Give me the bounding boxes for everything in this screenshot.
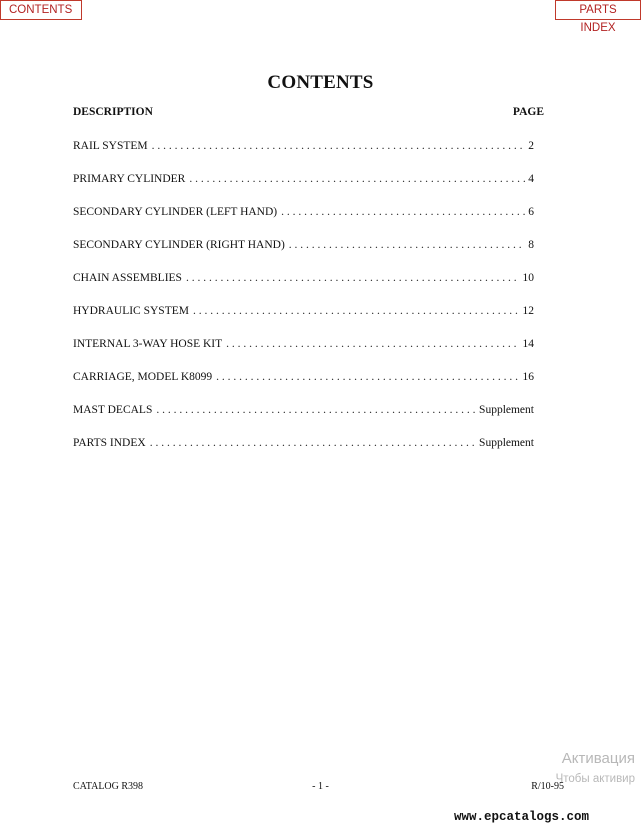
toc-entry-label: PARTS INDEX: [73, 437, 146, 449]
leader-dots: [193, 305, 520, 317]
toc-entry-label: HYDRAULIC SYSTEM: [73, 305, 189, 317]
toc-entry-secondary-cylinder-right[interactable]: [73, 239, 534, 272]
page-title: CONTENTS: [267, 72, 374, 93]
toc-entry-label: PRIMARY CYLINDER: [73, 173, 186, 185]
toc-entry-parts-index[interactable]: [73, 437, 534, 470]
activation-watermark-text: Чтобы активир: [555, 773, 635, 785]
toc-entry-label: SECONDARY CYLINDER (RIGHT HAND): [73, 239, 285, 251]
toc-entry-label: MAST DECALS: [73, 404, 153, 416]
toc-entry-primary-cylinder[interactable]: [73, 173, 534, 206]
footer-revision: R/10-95: [531, 781, 564, 792]
toc-entry-page: 2: [528, 140, 534, 152]
toc-entry-label: INTERNAL 3-WAY HOSE KIT: [73, 338, 223, 350]
activation-watermark-title: Активация: [561, 750, 635, 767]
leader-dots: [156, 404, 476, 416]
toc-entry-secondary-cylinder-left[interactable]: [73, 206, 534, 239]
toc-entry-hydraulic-system[interactable]: [73, 305, 534, 338]
footer-page-number: - 1 -: [312, 781, 329, 792]
toc-entry-label: RAIL SYSTEM: [73, 140, 148, 152]
leader-dots: [152, 140, 526, 152]
toc-entry-page: 10: [522, 272, 534, 284]
toc-entry-page: Supplement: [479, 437, 534, 449]
parts-index-link-button[interactable]: PARTS INDEX: [555, 0, 641, 20]
toc-entry-hose-kit[interactable]: [73, 338, 534, 371]
leader-dots: [189, 173, 525, 185]
contents-link-button[interactable]: CONTENTS: [0, 0, 82, 20]
leader-dots: [186, 272, 520, 284]
toc-entry-page: 6: [528, 206, 534, 218]
leader-dots: [150, 437, 476, 449]
toc-entry-carriage[interactable]: [73, 371, 534, 404]
toc-entry-rail-system[interactable]: [73, 140, 534, 173]
toc-entry-mast-decals[interactable]: [73, 404, 534, 437]
toc-entry-label: CARRIAGE, MODEL K8099: [73, 371, 213, 383]
footer-catalog: CATALOG R398: [73, 781, 144, 792]
leader-dots: [226, 338, 519, 350]
page-column-header: PAGE: [512, 106, 544, 118]
site-url: www.epcatalogs.com: [453, 810, 589, 824]
toc-entry-page: 12: [522, 305, 534, 317]
toc-entry-page: 4: [528, 173, 534, 185]
toc-entry-chain-assemblies[interactable]: [73, 272, 534, 305]
toc-entry-page: 8: [528, 239, 534, 251]
table-of-contents: [73, 140, 534, 470]
leader-dots: [281, 206, 525, 218]
leader-dots: [289, 239, 525, 251]
toc-entry-page: 14: [522, 338, 534, 350]
description-column-header: DESCRIPTION: [73, 106, 153, 118]
leader-dots: [216, 371, 519, 383]
toc-entry-label: SECONDARY CYLINDER (LEFT HAND): [73, 206, 278, 218]
toc-entry-page: Supplement: [479, 404, 534, 416]
toc-entry-label: CHAIN ASSEMBLIES: [73, 272, 182, 284]
toc-entry-page: 16: [522, 371, 534, 383]
